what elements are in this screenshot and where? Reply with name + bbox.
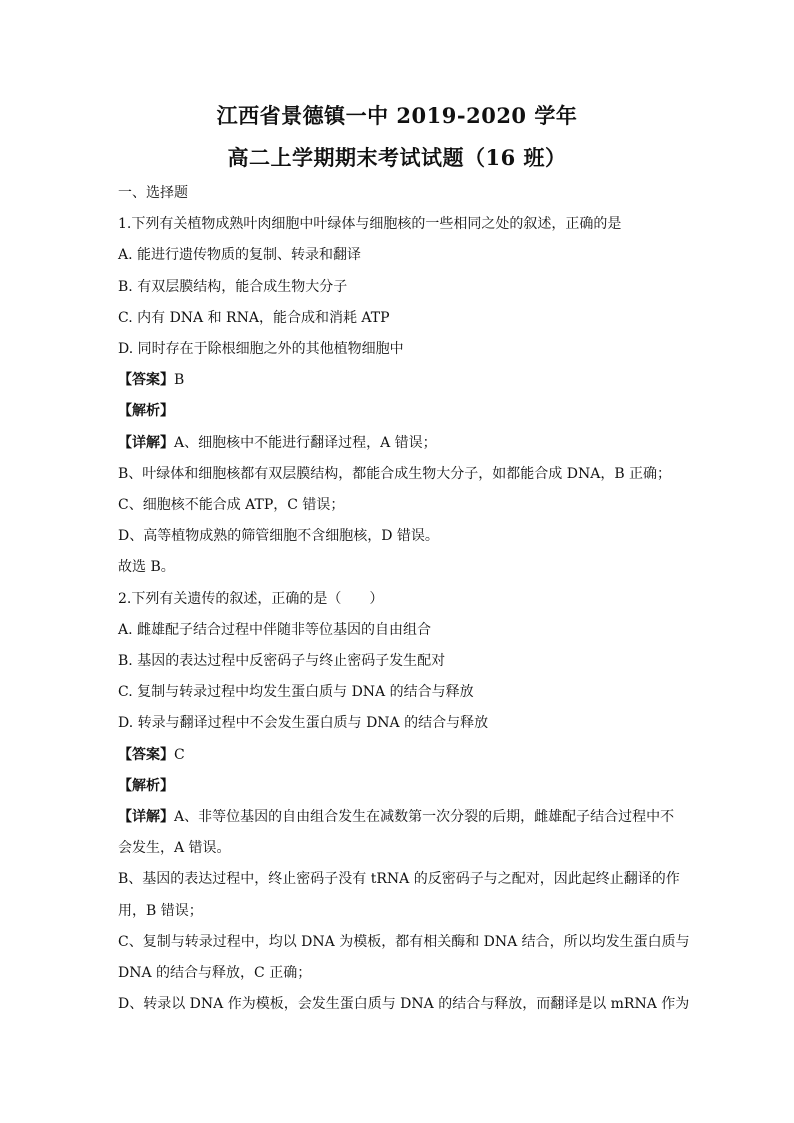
question-1-detail-first: [118, 428, 676, 459]
question-1-option-c: C. 内有 DNA 和 RNA，能合成和消耗 ATP: [118, 309, 390, 326]
question-1-answer: [118, 365, 676, 396]
question-1-conclusion: 故选 B。: [118, 559, 175, 576]
question-2-option-a: A. 雌雄配子结合过程中伴随非等位基因的自由组合: [118, 621, 432, 638]
detail-text: A、细胞核中不能进行翻译过程，A 错误；: [174, 434, 437, 451]
question-2-option-d: D. 转录与翻译过程中不会发生蛋白质与 DNA 的结合与释放: [118, 715, 489, 732]
detail-tag: 【详解】: [118, 809, 174, 826]
page-title: 江西省景德镇一中 2019-2020 学年: [216, 103, 578, 128]
question-2-option-b: B. 基因的表达过程中反密码子与终止密码子发生配对: [118, 653, 446, 670]
question-2-detail-line: B、基因的表达过程中，终止密码子没有 tRNA 的反密码子与之配对，因此起终止翻译的作: [118, 871, 680, 888]
question-2-detail-line: D、转录以 DNA 作为模板，会发生蛋白质与 DNA 的结合与释放，而翻译是以 mRNA 作为: [118, 996, 690, 1013]
section-heading: 一、选择题: [118, 185, 188, 201]
answer-value: B: [174, 372, 185, 389]
page-subtitle: 高二上学期期末考试试题（16 班）: [227, 145, 567, 170]
question-1-detail-line: D、高等植物成熟的筛管细胞不含细胞核，D 错误。: [118, 528, 439, 545]
answer-tag: 【答案】: [118, 746, 174, 763]
question-1-detail-line: C、细胞核不能合成 ATP，C 错误；: [118, 497, 345, 514]
question-1-detail-line: B、叶绿体和细胞核都有双层膜结构，都能合成生物大分子，如都能合成 DNA，B 正确；: [118, 465, 672, 482]
question-1-option-b: B. 有双层膜结构，能合成生物大分子: [118, 278, 348, 295]
question-2-analysis-tag: 【解析】: [118, 777, 174, 794]
answer-tag: 【答案】: [118, 372, 174, 389]
question-2-answer: [118, 740, 676, 771]
question-2-detail-line: 用，B 错误；: [118, 902, 203, 919]
question-2-option-c: C. 复制与转录过程中均发生蛋白质与 DNA 的结合与释放: [118, 684, 474, 701]
detail-tag: 【详解】: [118, 434, 174, 451]
question-1-stem: 1.下列有关植物成熟叶肉细胞中叶绿体与细胞核的一些相同之处的叙述，正确的是: [118, 216, 622, 233]
answer-value: C: [174, 746, 185, 763]
question-2-detail-line: DNA 的结合与释放，C 正确；: [118, 965, 312, 982]
question-2-detail-first: [118, 802, 676, 833]
question-2-stem: 2.下列有关遗传的叙述，正确的是（ ）: [118, 590, 384, 607]
question-2-detail-line: 会发生，A 错误。: [118, 840, 231, 857]
question-1-analysis-tag: 【解析】: [118, 403, 174, 420]
detail-text: A、非等位基因的自由组合发生在减数第一次分裂的后期，雌雄配子结合过程中不: [174, 809, 675, 826]
question-1-option-d: D. 同时存在于除根细胞之外的其他植物细胞中: [118, 341, 404, 358]
question-2-detail-line: C、复制与转录过程中，均以 DNA 为模板，都有相关酶和 DNA 结合，所以均发生蛋白质与: [118, 933, 690, 950]
question-1-option-a: A. 能进行遗传物质的复制、转录和翻译: [118, 247, 362, 264]
